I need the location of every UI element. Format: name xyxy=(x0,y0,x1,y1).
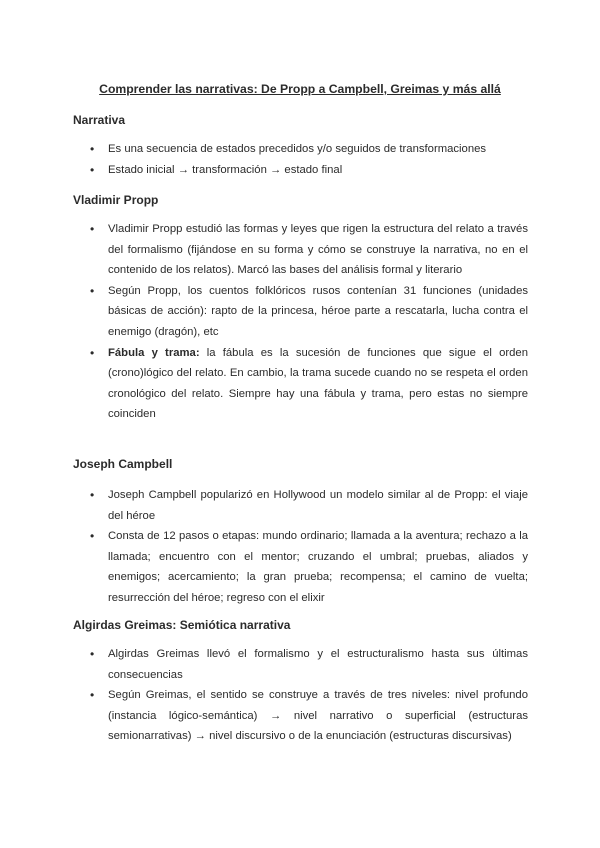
list-item: • Según Propp, los cuentos folklóricos rusos contenían 31 funciones (unidades básicas de acción): rapto de la princesa, héroe parte a rescatarla, lucha contra el enemigo (dragón), etc xyxy=(108,281,528,343)
section-heading-narrativa: Narrativa xyxy=(73,113,126,127)
list-item: • Joseph Campbell popularizó en Hollywood un modelo similar al de Propp: el viaje del héroe xyxy=(108,485,528,526)
list-item: • Vladimir Propp estudió las formas y leyes que rigen la estructura del relato a través del formalismo (fijándose en su forma y cómo se construye la narrativa, no en el contenido de los relatos). Marcó las bases del análisis formal y literario xyxy=(108,219,528,281)
list-item: • Algirdas Greimas llevó el formalismo y el estructuralismo hasta sus últimas consecuencias xyxy=(108,644,528,685)
list-item-text: la fábula es la sucesión de funciones que sigue el orden (crono)lógico del relato. En cambio, la trama sucede cuando no se respeta el orden cronológico del relato. Siempre hay una fábula y trama, pero estas no siempre coinciden xyxy=(108,346,528,421)
section-heading-campbell: Joseph Campbell xyxy=(73,457,173,471)
section-heading-greimas: Algirdas Greimas: Semiótica narrativa xyxy=(73,618,291,632)
bullet-list-propp xyxy=(108,219,528,425)
list-item-bold-term: Fábula y trama: xyxy=(108,346,200,359)
list-item: • Estado inicial → transformación → estado final xyxy=(108,160,528,181)
list-item: • Consta de 12 pasos o etapas: mundo ordinario; llamada a la aventura; rechazo a la llamada; encuentro con el mentor; cruzando el umbral; pruebas, aliados y enemigos; acercamiento; la gran prueba; recompensa; el camino de vuelta; resurrección del héroe; regreso con el elixir xyxy=(108,526,528,608)
bullet-list-campbell xyxy=(108,485,528,609)
document-title: Comprender las narrativas: De Propp a Campbell, Greimas y más allá xyxy=(99,82,501,96)
list-item: • Es una secuencia de estados precedidos y/o seguidos de transformaciones xyxy=(108,139,528,160)
list-item xyxy=(108,343,528,425)
bullet-list-narrativa xyxy=(108,139,528,180)
section-heading-propp: Vladimir Propp xyxy=(73,193,159,207)
list-item: • Según Greimas, el sentido se construye a través de tres niveles: nivel profundo (instancia lógico-semántica) → nivel narrativo o superficial (estructuras semionarrativas) → nivel discursivo o de la enunciación (estructuras discursivas) xyxy=(108,685,528,747)
bullet-list-greimas xyxy=(108,644,528,747)
